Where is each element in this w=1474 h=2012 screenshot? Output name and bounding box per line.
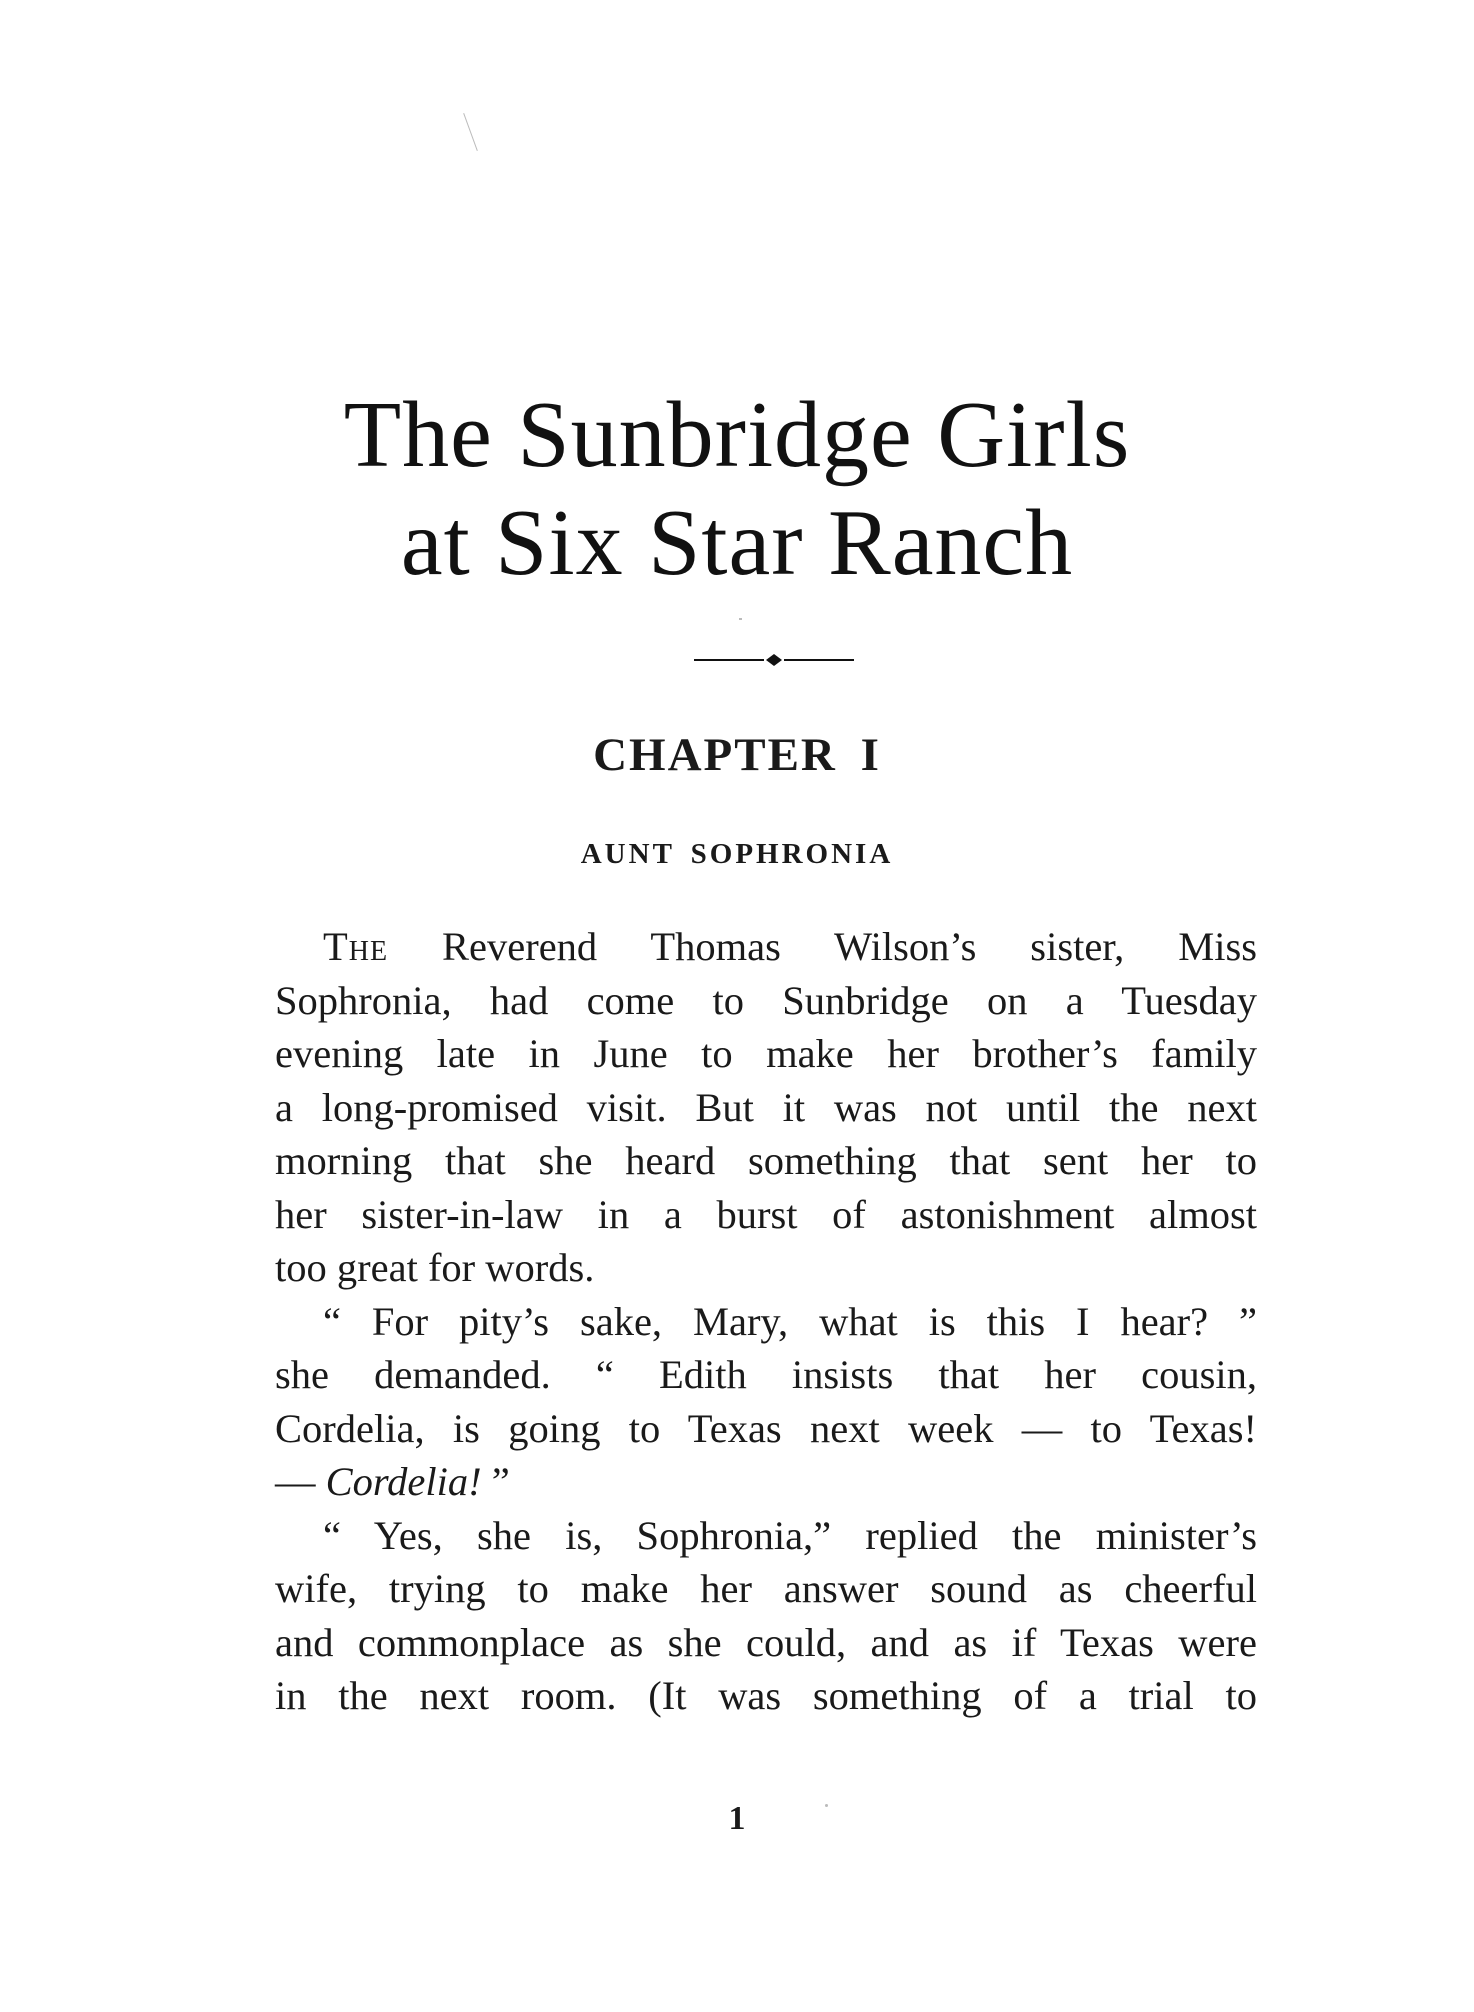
text-line: Cordelia, is going to Texas next week — to Texas! (275, 1405, 1257, 1451)
text-line: evening late in June to make her brother’s family (275, 1031, 1257, 1076)
text-line: too great for words. (275, 1245, 595, 1290)
book-title-line-2: at Six Star Ranch (400, 491, 1074, 595)
italic-name: Cordelia! (325, 1459, 482, 1504)
text-line: “ Yes, she is, Sophronia,” replied the minister’s (323, 1512, 1257, 1558)
scan-speck (463, 113, 478, 151)
text-line: in the next room. (It was something of a trial to (275, 1673, 1257, 1718)
chapter-number: CHAPTER I (593, 729, 881, 781)
scan-speck (825, 1804, 828, 1807)
text-line: Sophronia, had come to Sunbridge on a Tuesday (275, 977, 1257, 1023)
chapter-body (275, 920, 1257, 1723)
text-line: and commonplace as she could, and as if Texas were (275, 1619, 1257, 1665)
ornament-divider-icon (694, 650, 854, 670)
page-number: 1 (728, 1800, 746, 1837)
chapter-title: AUNT SOPHRONIA (580, 838, 894, 870)
drop-lead-word: The (323, 924, 389, 969)
text-line: The Reverend Thomas Wilson’s sister, Miss (323, 924, 1257, 969)
text-line: — Cordelia! ” (275, 1459, 510, 1504)
scan-speck (739, 618, 742, 620)
text-line: “ For pity’s sake, Mary, what is this I hear? ” (323, 1298, 1257, 1344)
text-line: her sister-in-law in a burst of astonishment almost (275, 1191, 1257, 1237)
book-title-line-1: The Sunbridge Girls (343, 383, 1131, 487)
text-line: a long-promised visit. But it was not until the next (275, 1084, 1257, 1130)
text-line: morning that she heard something that sent her to (275, 1138, 1257, 1183)
text-line: she demanded. “ Edith insists that her cousin, (275, 1352, 1257, 1397)
text-line: wife, trying to make her answer sound as cheerful (275, 1566, 1257, 1611)
